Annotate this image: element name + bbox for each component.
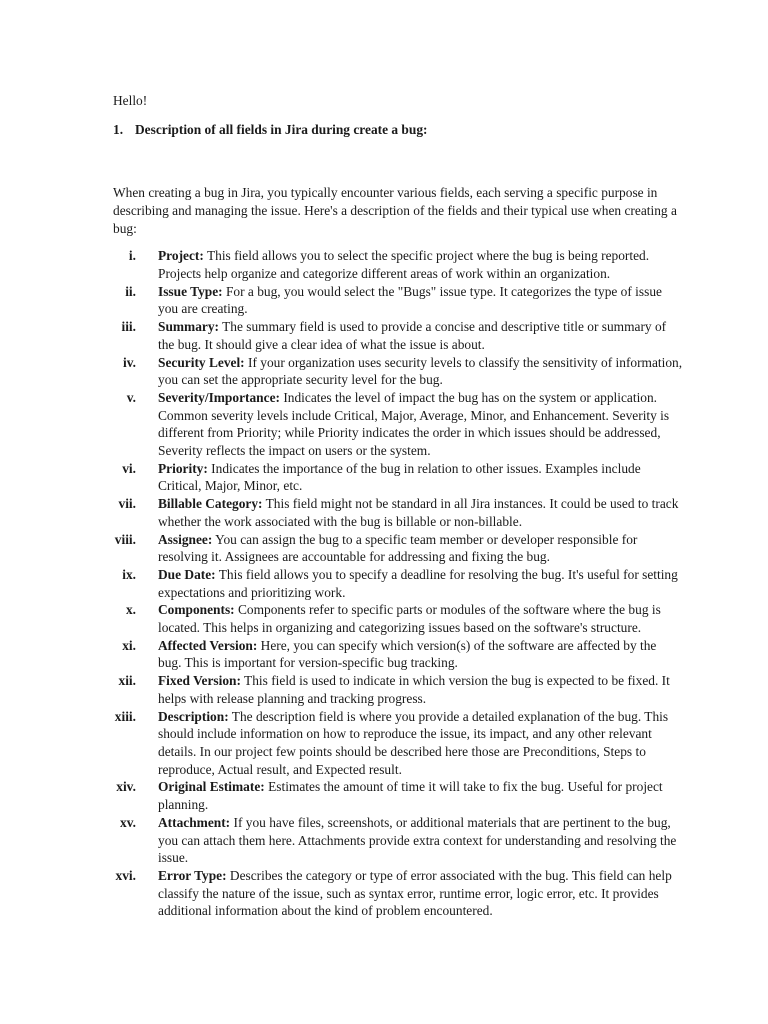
field-label: Components: [158,602,235,618]
field-description: Indicates the importance of the bug in relation to other issues. Examples include Critical, Major, Minor, etc. [158,460,641,494]
field-description: Components refer to specific parts or modules of the software where the bug is located. This helps in organizing and categorizing issues based on the software's structure. [158,602,661,636]
list-gap [136,460,158,495]
field-label: Severity/Importance: [158,389,280,405]
field-description: The summary field is used to provide a concise and descriptive title or summary of the bug. It should give a clear idea of what the issue is about. [158,319,667,352]
list-numeral: xi. [122,637,136,653]
list-numeral: xiii. [114,708,136,724]
list-item-body [158,318,683,353]
field-label: Project: [158,248,204,264]
list-gap [136,814,158,867]
field-label: Error Type: [158,867,227,883]
list-numeral: x. [125,602,136,618]
field-label: Priority: [158,460,208,476]
field-label: Original Estimate: [158,779,265,795]
list-numeral: xii. [118,673,136,689]
list-item-body [158,389,683,460]
list-gap [136,247,158,282]
field-label: Attachment: [158,814,231,830]
list-numeral: ix. [122,566,136,582]
field-label: Due Date: [158,566,216,582]
list-numeral: viii. [114,531,136,547]
field-description: The description field is where you provide a detailed explanation of the bug. This should include information on how to reproduce the issue, its impact, and any other relevant details. In our project few points should be described here those are Preconditions, Steps to reproduce, Actual result, and Expected result. [158,708,669,777]
greeting-text: Hello! [113,93,148,108]
list-numeral: iv. [122,354,136,370]
list-numeral: v. [126,389,136,405]
list-gap [136,867,158,920]
field-label: Affected Version: [158,637,258,653]
field-list-item [113,283,683,318]
field-list-item [113,566,683,601]
field-label: Fixed Version: [158,673,241,689]
list-gap [136,601,158,636]
list-item-body [158,460,683,495]
list-item-body [158,354,683,389]
section-heading [113,121,683,139]
field-description: If you have files, screenshots, or additional materials that are pertinent to the bug, you can attach them here. Attachments provide extra context for understanding and resolving the issue. [158,814,677,866]
list-item-body [158,708,683,779]
field-description: This field might not be standard in all Jira instances. It could be used to track whether the work associated with the bug is billable or non-billable. [158,496,679,529]
list-gap [136,283,158,318]
list-numeral: vii. [118,496,136,512]
field-label: Description: [158,708,229,724]
list-numeral: i. [128,248,136,264]
field-description: For a bug, you would select the "Bugs" issue type. It categorizes the type of issue you are creating. [158,283,662,317]
list-gap [136,778,158,813]
field-list-item [113,778,683,813]
list-item-body [158,867,683,920]
list-gap [136,495,158,530]
section-title: Description of all fields in Jira during create a bug: [135,121,428,137]
field-description: This field allows you to select the specific project where the bug is being reported. Projects help organize and categorize different areas of work within an organization. [158,248,650,281]
field-list-item [113,531,683,566]
list-item-body [158,778,683,813]
list-item-body [158,283,683,318]
field-list-item [113,814,683,867]
list-gap [136,318,158,353]
list-item-body [158,637,683,672]
list-item-body [158,531,683,566]
field-list-item [113,637,683,672]
list-item-body [158,247,683,282]
list-numeral: xvi. [115,867,136,883]
field-description: This field allows you to specify a deadline for resolving the bug. It's useful for setting expectations and prioritizing work. [158,566,678,600]
section-number: 1. [113,121,124,137]
field-list-item [113,601,683,636]
field-label: Issue Type: [158,283,223,299]
intro-paragraph: When creating a bug in Jira, you typically encounter various fields, each serving a specific purpose in describing and managing the issue. Here's a description of the fields and their typical use when creating a bug: [113,185,677,236]
list-numeral: xiv. [116,779,136,795]
list-gap [136,389,158,460]
field-list-item [113,389,683,460]
list-gap [136,566,158,601]
field-description: If your organization uses security levels to classify the sensitivity of information, you can set the appropriate security level for the bug. [158,354,683,388]
field-list [113,247,683,920]
list-item-body [158,566,683,601]
list-item-body [158,601,683,636]
list-gap [136,672,158,707]
field-list-item [113,672,683,707]
field-list-item [113,495,683,530]
list-gap [136,708,158,779]
field-list-item [113,247,683,282]
field-label: Security Level: [158,354,245,370]
list-item-body [158,672,683,707]
list-numeral: ii. [125,283,136,299]
list-item-body [158,814,683,867]
list-gap [136,637,158,672]
list-numeral: xv. [120,814,136,830]
list-gap [136,531,158,566]
field-list-item [113,318,683,353]
list-numeral: iii. [121,319,136,335]
field-description: This field is used to indicate in which version the bug is expected to be fixed. It helps with release planning and tracking progress. [158,673,670,706]
field-description: Indicates the level of impact the bug has on the system or application. Common severity levels include Critical, Major, Average, Minor, and Enhancement. Severity is different from Priority; while Priority indicates the order in which issues should be addressed, Severity reflects the impact on users or the system. [158,389,670,459]
field-description: Describes the category or type of error associated with the bug. This field can help classify the nature of the issue, such as syntax error, runtime error, logic error, etc. It provides additional information about the kind of problem encountered. [158,867,672,919]
field-label: Summary: [158,319,219,335]
field-list-item [113,354,683,389]
field-description: You can assign the bug to a specific team member or developer responsible for resolving it. Assignees are accountable for addressing and fixing the bug. [158,531,638,565]
field-list-item [113,708,683,779]
field-list-item [113,460,683,495]
field-label: Billable Category: [158,496,263,512]
field-label: Assignee: [158,531,213,547]
list-item-body [158,495,683,530]
field-list-item [113,867,683,920]
list-gap [136,354,158,389]
field-description: Estimates the amount of time it will take to fix the bug. Useful for project planning. [158,779,663,813]
list-numeral: vi. [122,460,136,476]
field-description: Here, you can specify which version(s) of the software are affected by the bug. This is important for version-specific bug tracking. [158,637,657,671]
document-page [113,92,683,920]
